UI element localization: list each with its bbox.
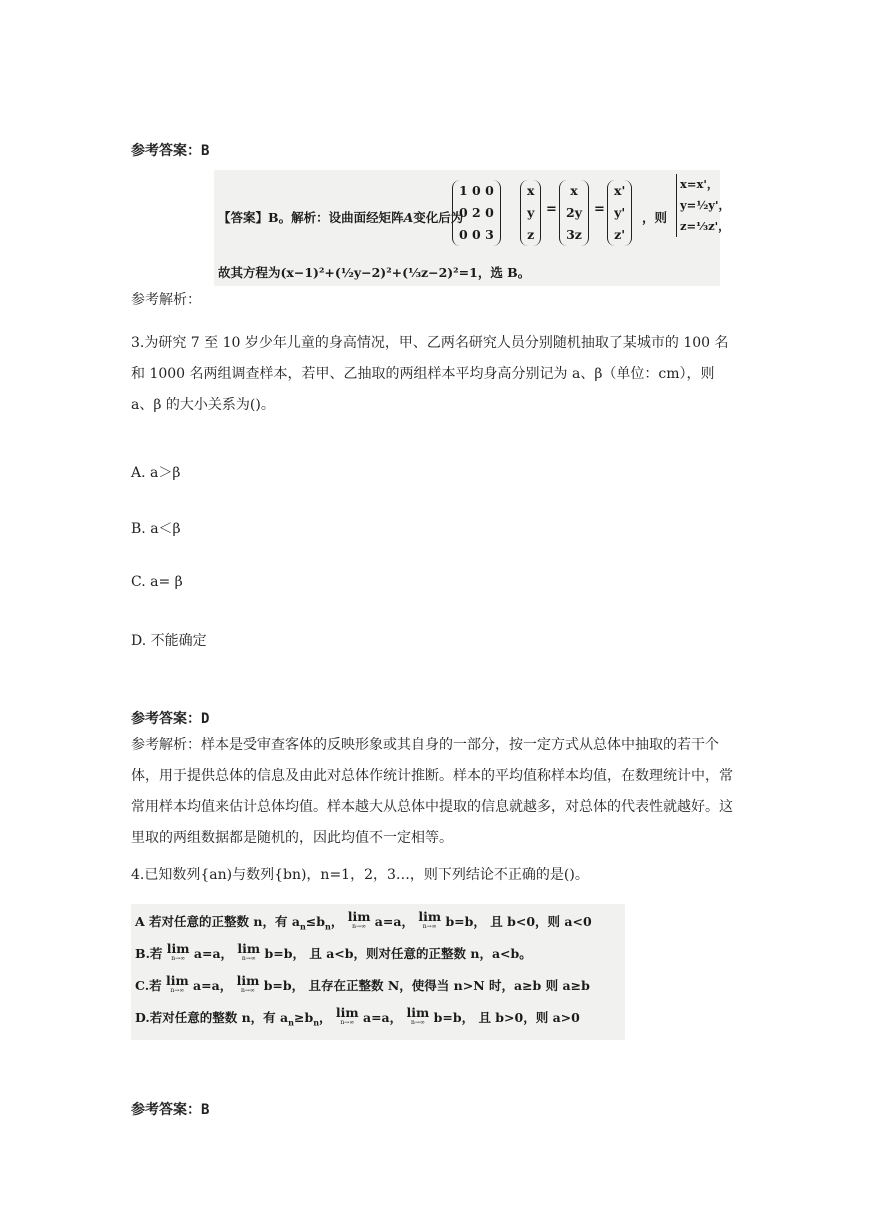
option-c: C. a= β — [131, 574, 183, 590]
question-3-stem: 3.为研究 7 至 10 岁少年儿童的身高情况，甲、乙两名研究人员分别随机抽取了某城市的 100 名和 1000 名两组调查样本，若甲、乙抽取的两组样本平均身高分别记为 a、β（单位：cm），则 a、β 的大小关系为()。 — [131, 335, 729, 413]
scan-option-d: D.若对任意的整数 n，有 $a_n\ge b_n$， lim n→∞ a=a， lim n→∞ b=b， 且 b>0，则 a>0 — [135, 1005, 580, 1028]
equals-sign: = — [546, 202, 557, 217]
option-b: B. a＜β — [131, 521, 181, 537]
solution-lead-after: 变化后为 — [413, 210, 464, 225]
answer-label: 参考答案：B — [131, 1102, 210, 1118]
vector-primed: x' y' z' — [607, 180, 632, 246]
transform-matrix: 1 0 0 0 2 0 0 0 3 — [452, 180, 501, 246]
scanned-options-image — [131, 904, 625, 1040]
option-d: D. 不能确定 — [131, 633, 207, 649]
vector-scaled: x 2y 3z — [559, 180, 589, 246]
vector-xyz: x y z — [520, 180, 541, 246]
then-text: ，则 — [642, 210, 668, 225]
scan-option-a: A 若对任意的正整数 n，有 $a_n\le b_n$， lim n→∞ a=a， lim n→∞ b=b， 且 b<0，则 a<0 — [135, 909, 592, 932]
equals-sign: = — [594, 202, 605, 217]
solution-lead: 【答案】B。解析：设曲面经矩阵 — [218, 210, 404, 225]
question-4-stem: 4.已知数列{an)与数列{bn)，n=1，2，3…，则下列结论不正确的是()。 — [131, 867, 589, 883]
scanned-solution-image — [214, 170, 731, 286]
scan-option-c: C.若 lim n→∞ a=a， lim n→∞ b=b， 且存在正整数 N，使得当 n>N 时，a≥b 则 a≥b — [135, 973, 590, 994]
explanation-text: 参考解析：样本是受审查客体的反映形象或其自身的一部分，按一定方式从总体中抽取的若干个体，用于提供总体的信息及由此对总体作统计推断。样本的平均值称样本均值，在数理统计中，常常用样本均值来估计总体均值。样本越大从总体中提取的信息就越多，对总体的代表性就越好。这里取的两组数据都是随机的，因此均值不一定相等。 — [131, 737, 733, 846]
scan-option-b: B.若 lim n→∞ a=a， lim n→∞ b=b， 且 a<b，则对任意的正整数 n，a<b。 — [135, 941, 532, 962]
matrix-symbol: A — [403, 210, 414, 225]
equation-system: x=x'， y=½y'， z=⅓z'， — [676, 174, 730, 237]
answer-label: 参考答案：D — [131, 711, 210, 727]
answer-label: 参考答案：B — [131, 143, 210, 159]
explanation-label: 参考解析： — [131, 292, 201, 308]
solution-conclusion: 故其方程为(x−1)²+(½y−2)²+(⅓z−2)²=1，选 B。 — [218, 265, 531, 280]
option-a: A. a＞β — [131, 465, 181, 481]
